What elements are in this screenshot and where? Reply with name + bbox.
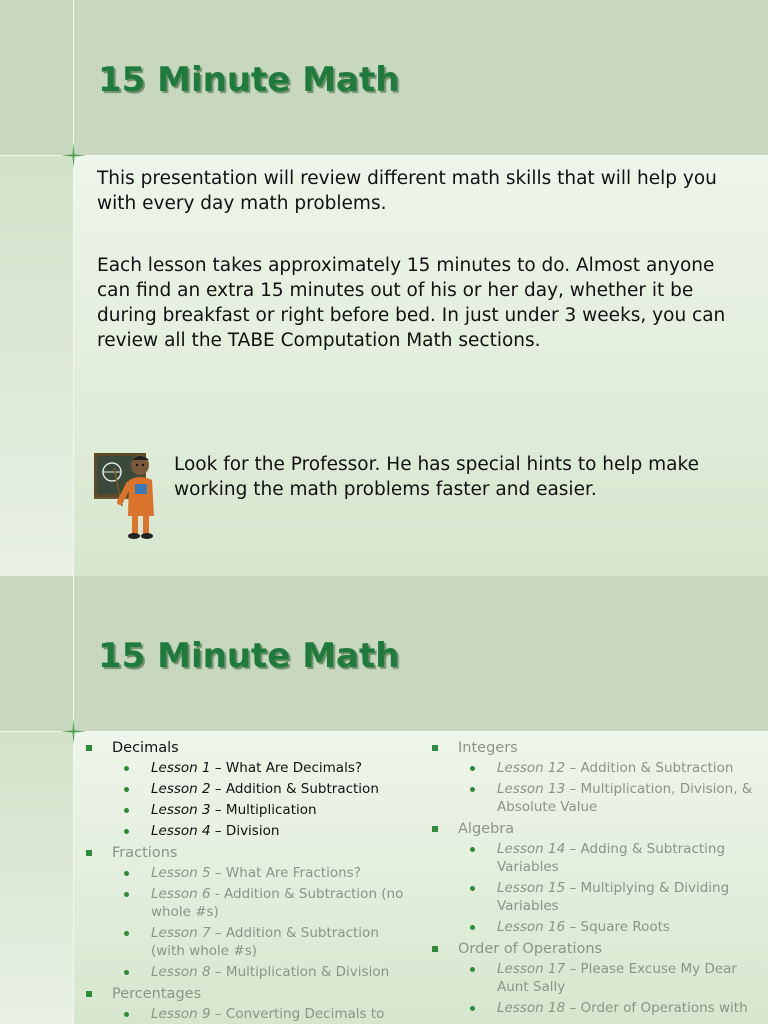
lesson-item: [84, 885, 414, 921]
lesson-item: [84, 759, 414, 777]
lesson-desc: – Converting Decimals to: [210, 1006, 385, 1022]
lesson-name: Lesson 15: [497, 880, 566, 896]
lesson-desc: – Addition & Subtraction: [565, 760, 734, 776]
lesson-name: Lesson 1: [151, 760, 211, 776]
slide-left-bar: [0, 156, 74, 576]
dot-bullet-icon: [124, 808, 129, 813]
lesson-name: Lesson 18: [497, 1000, 566, 1016]
lesson-name: Lesson 8: [151, 964, 211, 980]
divider-line-vertical: [73, 0, 74, 576]
dot-bullet-icon: [470, 1006, 475, 1011]
slide-left-bar: [0, 732, 74, 1024]
lesson-item: [430, 999, 760, 1017]
professor-icon: [92, 450, 168, 540]
square-bullet-icon: [86, 850, 92, 856]
lesson-desc: – Multiplication: [210, 802, 317, 818]
slide-title: 15 Minute Math: [98, 60, 400, 100]
lesson-desc: – Multiplication & Division: [210, 964, 390, 980]
lesson-name: Lesson 5: [151, 865, 211, 881]
dot-bullet-icon: [124, 829, 129, 834]
lesson-desc: – Adding & Subtracting Variables: [497, 841, 726, 875]
right-topic-list: [430, 738, 760, 1020]
topic-label: Algebra: [458, 821, 515, 837]
dot-bullet-icon: [124, 931, 129, 936]
lesson-item: [84, 963, 414, 981]
lesson-desc: – Addition & Subtraction: [210, 781, 379, 797]
lesson-duration-paragraph: Each lesson takes approximately 15 minutes to do. Almost anyone can find an extra 15 minutes out of his or her day, whether it be during breakfast or right before bed. In just under 3 weeks, you can review all the TABE Computation Math sections.: [97, 255, 726, 351]
lesson-name: Lesson 3: [151, 802, 211, 818]
lesson-desc: – What Are Decimals?: [210, 760, 363, 776]
intro-paragraph: This presentation will review different math skills that will help you with every day math problems.: [97, 168, 717, 214]
dot-bullet-icon: [124, 970, 129, 975]
divider-line: [0, 731, 768, 732]
lesson-item: [84, 780, 414, 798]
lesson-desc: – Square Roots: [565, 919, 670, 935]
lesson-desc: – Multiplying & Dividing Variables: [497, 880, 730, 914]
lesson-name: Lesson 7: [151, 925, 211, 941]
topic-label: Integers: [458, 740, 518, 756]
topic-integers: [430, 738, 760, 759]
lesson-name: Lesson 9: [151, 1006, 211, 1022]
slide-body: [74, 156, 768, 576]
lesson-item: [430, 840, 760, 876]
topic-percentages: [84, 984, 414, 1005]
left-topic-list: [84, 738, 414, 1024]
topic-algebra: [430, 819, 760, 840]
lesson-desc: – What Are Fractions?: [210, 865, 361, 881]
lesson-desc: - Addition & Subtraction (no whole #s): [151, 886, 404, 920]
lesson-name: Lesson 13: [497, 781, 566, 797]
slide-title: 15 Minute Math: [98, 636, 400, 676]
sparkle-icon: [61, 143, 86, 168]
dot-bullet-icon: [470, 967, 475, 972]
square-bullet-icon: [432, 826, 438, 832]
lesson-name: Lesson 16: [497, 919, 566, 935]
sparkle-icon: [61, 719, 86, 744]
lesson-item: [84, 864, 414, 882]
dot-bullet-icon: [124, 1012, 129, 1017]
divider-line: [0, 155, 768, 156]
dot-bullet-icon: [470, 766, 475, 771]
topic-label: Fractions: [112, 845, 178, 861]
lesson-item: [84, 801, 414, 819]
topic-label: Percentages: [112, 986, 202, 1002]
lesson-name: Lesson 2: [151, 781, 211, 797]
square-bullet-icon: [86, 991, 92, 997]
dot-bullet-icon: [124, 871, 129, 876]
professor-hint-paragraph: Look for the Professor. He has special hints to help make working the math problems faster and easier.: [174, 454, 699, 500]
lesson-desc: – Order of Operations with: [565, 1000, 748, 1016]
square-bullet-icon: [86, 745, 92, 751]
lesson-desc: – Addition & Subtraction (with whole #s): [151, 925, 379, 959]
square-bullet-icon: [432, 745, 438, 751]
lesson-item: [84, 1005, 414, 1023]
lesson-item: [84, 924, 414, 960]
lesson-name: Lesson 6: [151, 886, 211, 902]
dot-bullet-icon: [124, 892, 129, 897]
dot-bullet-icon: [470, 925, 475, 930]
lesson-desc: – Multiplication, Division, & Absolute Value: [497, 781, 753, 815]
lesson-item: [84, 822, 414, 840]
lesson-name: Lesson 14: [497, 841, 566, 857]
dot-bullet-icon: [124, 766, 129, 771]
topic-order-of-operations: [430, 939, 760, 960]
lesson-item: [430, 918, 760, 936]
lesson-name: Lesson 17: [497, 961, 566, 977]
lesson-item: [430, 960, 760, 996]
dot-bullet-icon: [470, 847, 475, 852]
lesson-item: [430, 759, 760, 777]
dot-bullet-icon: [124, 787, 129, 792]
lesson-name: Lesson 4: [151, 823, 211, 839]
topic-fractions: [84, 843, 414, 864]
topic-label: Order of Operations: [458, 941, 603, 957]
topic-label: Decimals: [112, 740, 179, 756]
dot-bullet-icon: [470, 787, 475, 792]
lesson-item: [430, 879, 760, 915]
topic-decimals: [84, 738, 414, 759]
lesson-name: Lesson 12: [497, 760, 566, 776]
dot-bullet-icon: [470, 886, 475, 891]
slide-2: [0, 576, 768, 1024]
square-bullet-icon: [432, 946, 438, 952]
lesson-desc: – Please Excuse My Dear Aunt Sally: [497, 961, 737, 995]
divider-line-vertical: [73, 576, 74, 1024]
lesson-item: [430, 780, 760, 816]
lesson-desc: – Division: [210, 823, 280, 839]
